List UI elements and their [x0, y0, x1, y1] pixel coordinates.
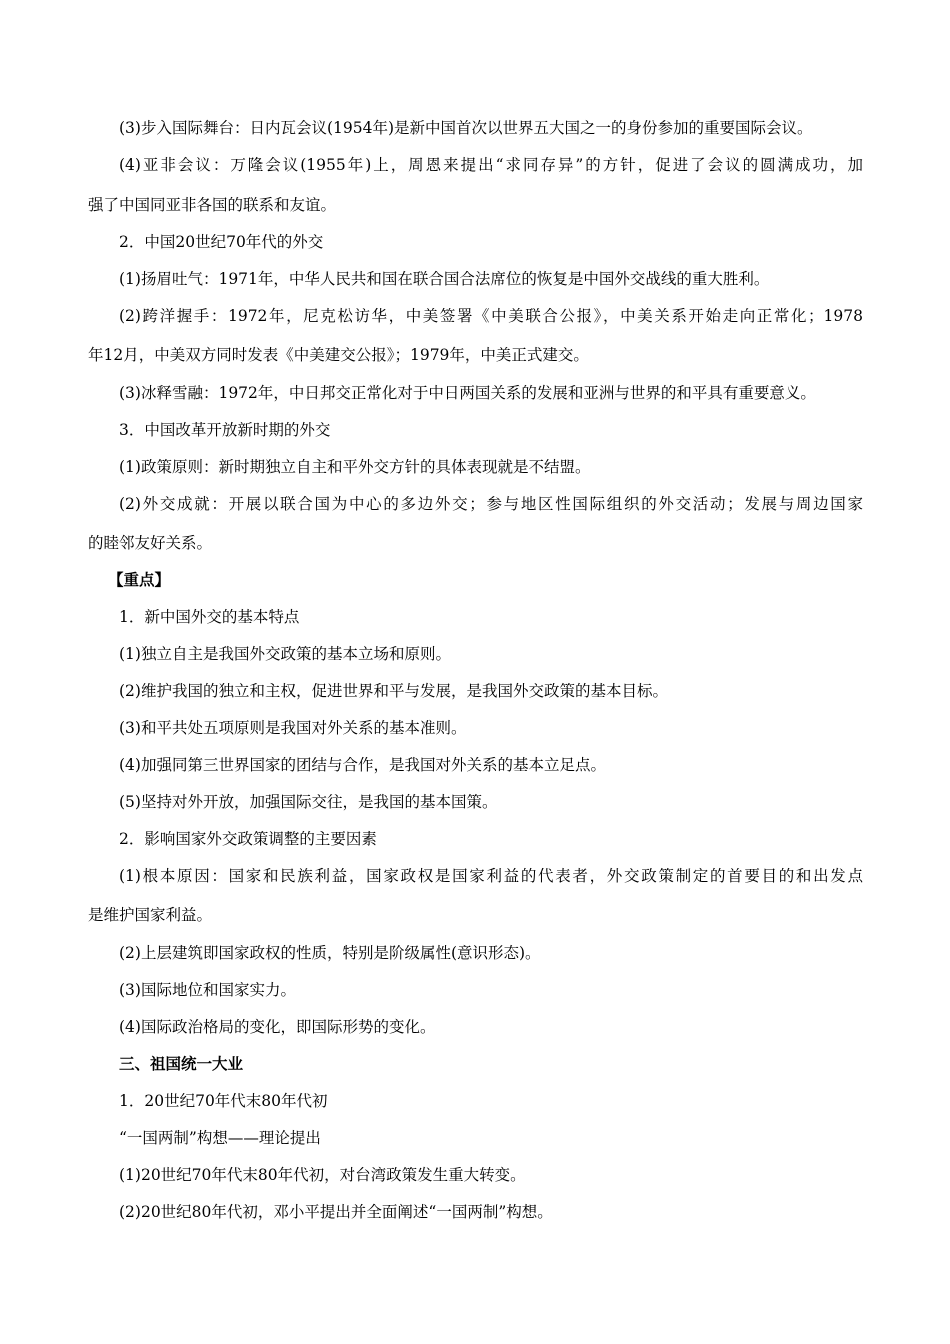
- paragraph-un-seat: (1)扬眉吐气：1971年，中华人民共和国在联合国合法席位的恢复是中国外交战线的重大胜利。: [119, 270, 770, 288]
- paragraph-diplomatic-achievements-cont: 的睦邻友好关系。: [88, 534, 213, 552]
- paragraph-feature-3: (3)和平共处五项原则是我国对外关系的基本准则。: [119, 719, 467, 737]
- section-key-points: 【重点】: [108, 570, 171, 589]
- paragraph-bandung-conference: (4)亚非会议：万隆会议(1955年)上，周恩来提出“求同存异”的方针，促进了会议的圆满成功，加: [119, 156, 863, 174]
- heading-reform-era-diplomacy: 3．中国改革开放新时期的外交: [119, 421, 331, 439]
- heading-basic-features: 1．新中国外交的基本特点: [119, 608, 300, 626]
- paragraph-deng-xiaoping: (2)20世纪80年代初，邓小平提出并全面阐述“一国两制”构想。: [119, 1203, 553, 1221]
- paragraph-geneva-conference: (3)步入国际舞台：日内瓦会议(1954年)是新中国首次以世界五大国之一的身份参加的重要国际会议。: [119, 119, 813, 137]
- paragraph-factor-3: (3)国际地位和国家实力。: [119, 981, 296, 999]
- paragraph-nixon-visit: (2)跨洋握手：1972年，尼克松访华，中美签署《中美联合公报》，中美关系开始走向正常化；1978: [119, 307, 863, 325]
- paragraph-taiwan-policy: (1)20世纪70年代末80年代初，对台湾政策发生重大转变。: [119, 1166, 526, 1184]
- paragraph-feature-5: (5)坚持对外开放，加强国际交往，是我国的基本国策。: [119, 793, 498, 811]
- heading-1970s-diplomacy: 2．中国20世纪70年代的外交: [119, 233, 324, 251]
- paragraph-factor-4: (4)国际政治格局的变化，即国际形势的变化。: [119, 1018, 436, 1036]
- paragraph-factor-1-cont: 是维护国家利益。: [88, 906, 213, 924]
- paragraph-feature-4: (4)加强同第三世界国家的团结与合作，是我国对外关系的基本立足点。: [119, 756, 606, 774]
- paragraph-diplomatic-achievements: (2)外交成就：开展以联合国为中心的多边外交；参与地区性国际组织的外交活动；发展与周边国家: [119, 495, 863, 513]
- heading-reunification: 三、祖国统一大业: [119, 1054, 244, 1073]
- paragraph-nixon-visit-cont: 年12月，中美双方同时发表《中美建交公报》；1979年，中美正式建交。: [88, 346, 589, 364]
- paragraph-non-alignment: (1)政策原则：新时期独立自主和平外交方针的具体表现就是不结盟。: [119, 458, 591, 476]
- paragraph-feature-1: (1)独立自主是我国外交政策的基本立场和原则。: [119, 645, 451, 663]
- paragraph-sino-japanese: (3)冰释雪融：1972年，中日邦交正常化对于中日两国关系的发展和亚洲与世界的和平具有重要意义。: [119, 384, 816, 402]
- paragraph-feature-2: (2)维护我国的独立和主权，促进世界和平与发展，是我国外交政策的基本目标。: [119, 682, 668, 700]
- heading-policy-factors: 2．影响国家外交政策调整的主要因素: [119, 830, 377, 848]
- paragraph-factor-1: (1)根本原因：国家和民族利益，国家政权是国家利益的代表者，外交政策制定的首要目的和出发点: [119, 867, 863, 885]
- paragraph-bandung-conference-cont: 强了中国同亚非各国的联系和友谊。: [88, 196, 337, 214]
- paragraph-factor-2: (2)上层建筑即国家政权的性质，特别是阶级属性(意识形态)。: [119, 944, 541, 962]
- paragraph-one-country-two-systems: “一国两制”构想——理论提出: [119, 1129, 321, 1147]
- heading-late-1970s: 1．20世纪70年代末80年代初: [119, 1092, 328, 1110]
